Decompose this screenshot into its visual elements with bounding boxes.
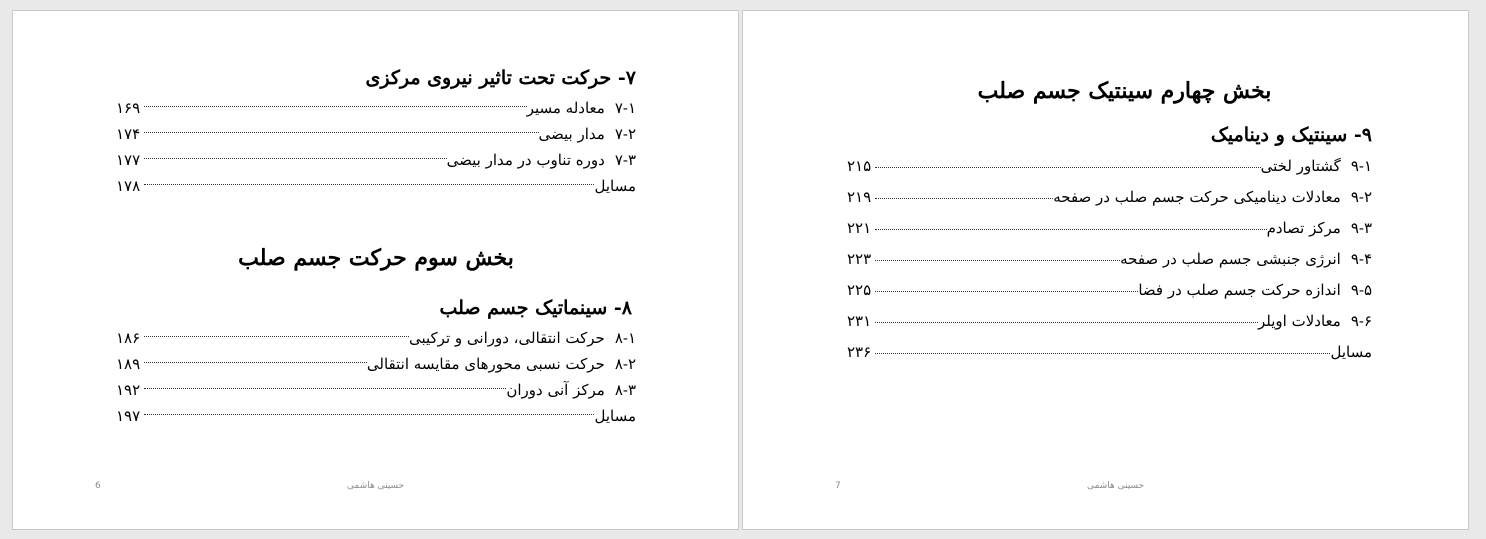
toc-item-page: ۱۷۸: [116, 177, 141, 195]
toc-item-title: مدار بیضی: [538, 125, 605, 143]
chapter-7-title: ۷- حرکت تحت تاثیر نیروی مرکزی: [365, 67, 636, 89]
toc-item-title: معادلات اویلر: [1258, 312, 1341, 330]
toc-item-title: دوره تناوب در مدار بیضی: [446, 151, 605, 169]
toc-item-number: ۷-۱: [614, 99, 636, 117]
toc-item-number: ۹-۶: [1350, 312, 1372, 330]
toc-leader-dots: [875, 352, 1330, 354]
toc-item-title: حرکت نسبی محورهای مقایسه انتقالی: [366, 355, 605, 373]
toc-item-number: ۹-۱: [1350, 157, 1372, 175]
toc-leader-dots: [875, 228, 1267, 230]
document-page-6: [12, 10, 739, 530]
toc-item-page: ۱۷۷: [116, 151, 141, 169]
part-3-section: [116, 241, 636, 275]
toc-item-number: ۹-۲: [1350, 188, 1372, 206]
toc-row[interactable]: [116, 351, 636, 377]
toc-item-number: ۸-۳: [614, 381, 636, 399]
footer-author: حسینی هاشمی: [1087, 481, 1145, 491]
toc-item-title: حرکت انتقالی، دورانی و ترکیبی: [408, 329, 605, 347]
toc-item-number: ۹-۳: [1350, 219, 1372, 237]
toc-item-page: ۲۳۱: [847, 312, 872, 330]
toc-row[interactable]: [116, 377, 636, 403]
toc-leader-dots: [144, 413, 594, 415]
toc-item-title: معادلات دینامیکی حرکت جسم صلب در صفحه: [1053, 188, 1341, 206]
document-page-7: [742, 10, 1469, 530]
toc-leader-dots: [144, 361, 367, 363]
toc-leader-dots: [144, 131, 539, 133]
part-4-title: بخش چهارم سینتیک جسم صلب: [977, 78, 1272, 104]
toc-item-page: ۱۹۷: [116, 407, 141, 425]
toc-item-number: ۷-۲: [614, 125, 636, 143]
part-4-section: [847, 73, 1372, 109]
toc-row[interactable]: [116, 95, 636, 121]
toc-leader-dots: [144, 157, 447, 159]
toc-row[interactable]: [116, 403, 636, 429]
toc-item-page: ۱۹۲: [116, 381, 141, 399]
toc-item-page: ۲۳۶: [847, 343, 872, 361]
toc-item-title: مرکز تصادم: [1266, 219, 1341, 237]
toc-item-title: انرژی جنبشی جسم صلب در صفحه: [1120, 250, 1341, 268]
toc-item-title: مرکز آنی دوران: [506, 381, 605, 399]
chapter-8-title: ۸- سینماتیک جسم صلب: [439, 297, 632, 319]
toc-row[interactable]: [116, 121, 636, 147]
toc-row[interactable]: [847, 306, 1372, 337]
page-number: 6: [95, 481, 101, 491]
chapter-8-toc: [116, 325, 636, 429]
part-3-title: بخش سوم حرکت جسم صلب: [238, 245, 514, 271]
toc-row[interactable]: [847, 151, 1372, 182]
toc-item-page: ۲۱۵: [847, 157, 872, 175]
toc-row[interactable]: [116, 173, 636, 199]
toc-item-page: ۱۸۹: [116, 355, 141, 373]
chapter-9-section: [847, 119, 1372, 368]
toc-item-title: مسایل: [594, 177, 636, 195]
toc-item-title: اندازه حرکت جسم صلب در فضا: [1138, 281, 1341, 299]
toc-row[interactable]: [847, 337, 1372, 368]
toc-item-page: ۱۷۴: [116, 125, 141, 143]
toc-row[interactable]: [847, 182, 1372, 213]
toc-leader-dots: [144, 105, 527, 107]
toc-row[interactable]: [847, 275, 1372, 306]
chapter-8-section: [116, 291, 636, 429]
toc-item-number: ۸-۱: [614, 329, 636, 347]
toc-item-number: ۷-۳: [614, 151, 636, 169]
toc-leader-dots: [875, 259, 1120, 261]
toc-row[interactable]: [116, 325, 636, 351]
toc-item-title: معادله مسیر: [526, 99, 605, 117]
toc-row[interactable]: [116, 147, 636, 173]
page-number: 7: [835, 481, 841, 491]
toc-item-number: ۸-۲: [614, 355, 636, 373]
toc-item-page: ۲۲۳: [847, 250, 872, 268]
toc-leader-dots: [875, 290, 1138, 292]
toc-leader-dots: [875, 197, 1053, 199]
toc-item-page: ۱۸۶: [116, 329, 141, 347]
chapter-7-section: [116, 61, 636, 199]
chapter-7-toc: [116, 95, 636, 199]
toc-leader-dots: [875, 321, 1258, 323]
toc-leader-dots: [144, 387, 506, 389]
toc-item-number: ۹-۵: [1350, 281, 1372, 299]
toc-item-title: گشتاور لختی: [1260, 157, 1341, 175]
toc-leader-dots: [875, 166, 1261, 168]
toc-item-page: ۲۱۹: [847, 188, 872, 206]
toc-leader-dots: [144, 335, 409, 337]
toc-item-page: ۲۲۵: [847, 281, 872, 299]
chapter-9-toc: [847, 151, 1372, 368]
toc-item-page: ۱۶۹: [116, 99, 141, 117]
toc-row[interactable]: [847, 244, 1372, 275]
toc-item-page: ۲۲۱: [847, 219, 872, 237]
footer-author: حسینی هاشمی: [347, 481, 405, 491]
toc-item-title: مسایل: [1330, 343, 1372, 361]
toc-item-number: ۹-۴: [1350, 250, 1372, 268]
chapter-9-title: ۹- سینتیک و دینامیک: [1210, 124, 1372, 146]
toc-item-title: مسایل: [594, 407, 636, 425]
toc-leader-dots: [144, 183, 594, 185]
toc-row[interactable]: [847, 213, 1372, 244]
